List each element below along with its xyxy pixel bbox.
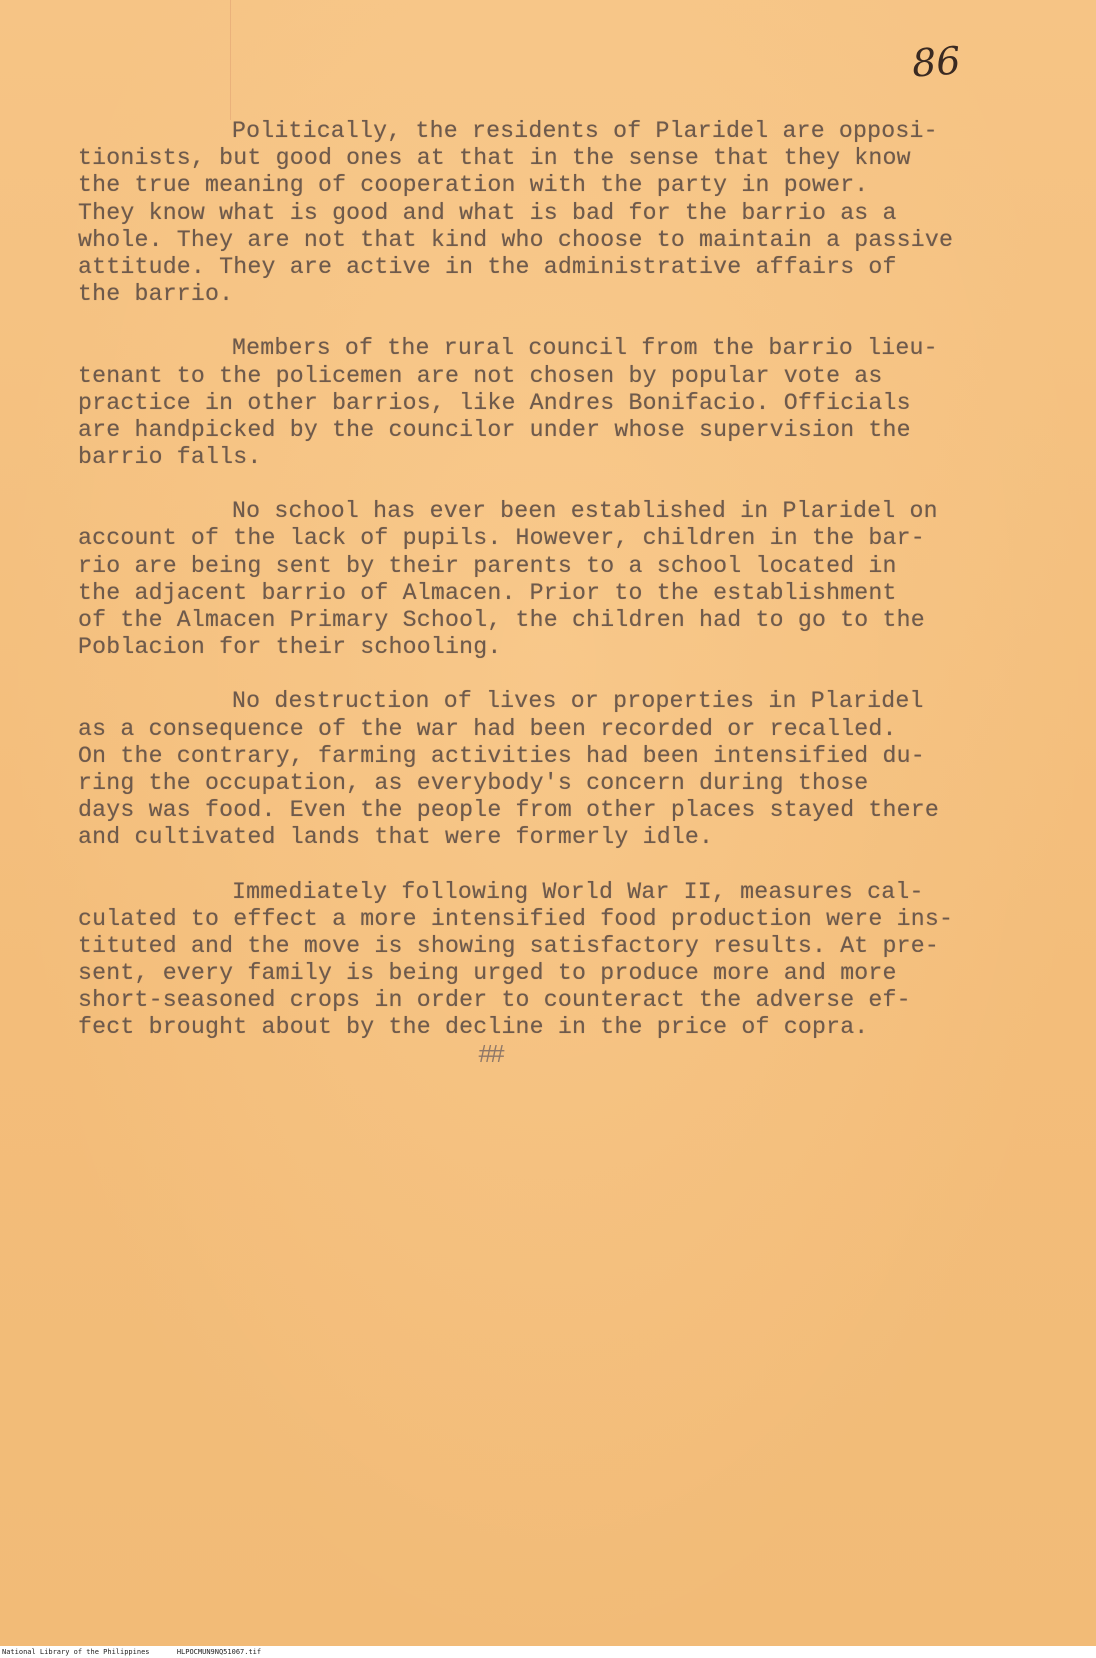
text-line: and cultivated lands that were formerly idle. [78, 824, 714, 851]
text-line: Immediately following World War II, measures cal- [232, 878, 924, 905]
text-line: rio are being sent by their parents to a school located in [78, 552, 897, 579]
paragraph-postwar [78, 879, 1068, 1042]
text-line: barrio falls. [78, 444, 262, 471]
text-line: tionists, but good ones at that in the sense that they know [78, 145, 911, 172]
text-line: the adjacent barrio of Almacen. Prior to the establishment [78, 579, 897, 606]
text-line: are handpicked by the councilor under whose supervision the [78, 416, 911, 443]
footer-library: National Library of the Philippines [2, 1648, 150, 1656]
paragraph-council [78, 335, 1068, 471]
margin-rule [230, 0, 231, 120]
text-line: They know what is good and what is bad for the barrio as a [78, 199, 897, 226]
text-line: as a consequence of the war had been recorded or recalled. [78, 715, 897, 742]
text-line: the barrio. [78, 281, 234, 308]
text-line: Politically, the residents of Plaridel are opposi- [232, 118, 938, 144]
text-line: days was food. Even the people from other places stayed there [78, 797, 940, 824]
text-line: short-seasoned crops in order to counteract the adverse ef- [78, 987, 911, 1014]
text-line: tituted and the move is showing satisfactory results. At pre- [78, 932, 940, 959]
text-line: sent, every family is being urged to produce more and more [78, 960, 897, 987]
text-line: of the Almacen Primary School, the children had to go to the [78, 607, 925, 633]
text-line: practice in other barrios, like Andres Bonifacio. Officials [78, 389, 911, 416]
text-line: No school has ever been established in Plaridel on [232, 498, 938, 525]
text-line: Members of the rural council from the barrio lieu- [232, 335, 938, 362]
text-line: whole. They are not that kind who choose to maintain a passive [78, 226, 954, 253]
text-line: fect brought about by the decline in the price of copra. [78, 1014, 869, 1041]
text-line: ring the occupation, as everybody's concern during those [78, 769, 869, 796]
text-line: On the contrary, farming activities had been intensified du- [78, 742, 925, 769]
text-line: the true meaning of cooperation with the party in power. [78, 172, 869, 199]
scan-footer [0, 1646, 1096, 1658]
document-body [78, 118, 1068, 1069]
text-line: tenant to the policemen are not chosen by popular vote as [78, 362, 883, 389]
footer-file: HLPOCMUN9NQ51067.tif [176, 1648, 262, 1656]
text-line: Poblacion for their schooling. [78, 634, 502, 661]
end-mark: ## [478, 1040, 502, 1070]
text-line: culated to effect a more intensified food production were ins- [78, 905, 954, 932]
paragraph-school [78, 498, 1068, 661]
text-line: account of the lack of pupils. However, children in the bar- [78, 525, 925, 552]
page-number: 86 [910, 38, 962, 86]
paragraph-politics [78, 118, 1068, 308]
paragraph-war [78, 688, 1068, 851]
text-line: attitude. They are active in the administrative affairs of [78, 253, 897, 280]
text-line: No destruction of lives or properties in Plaridel [232, 688, 924, 715]
